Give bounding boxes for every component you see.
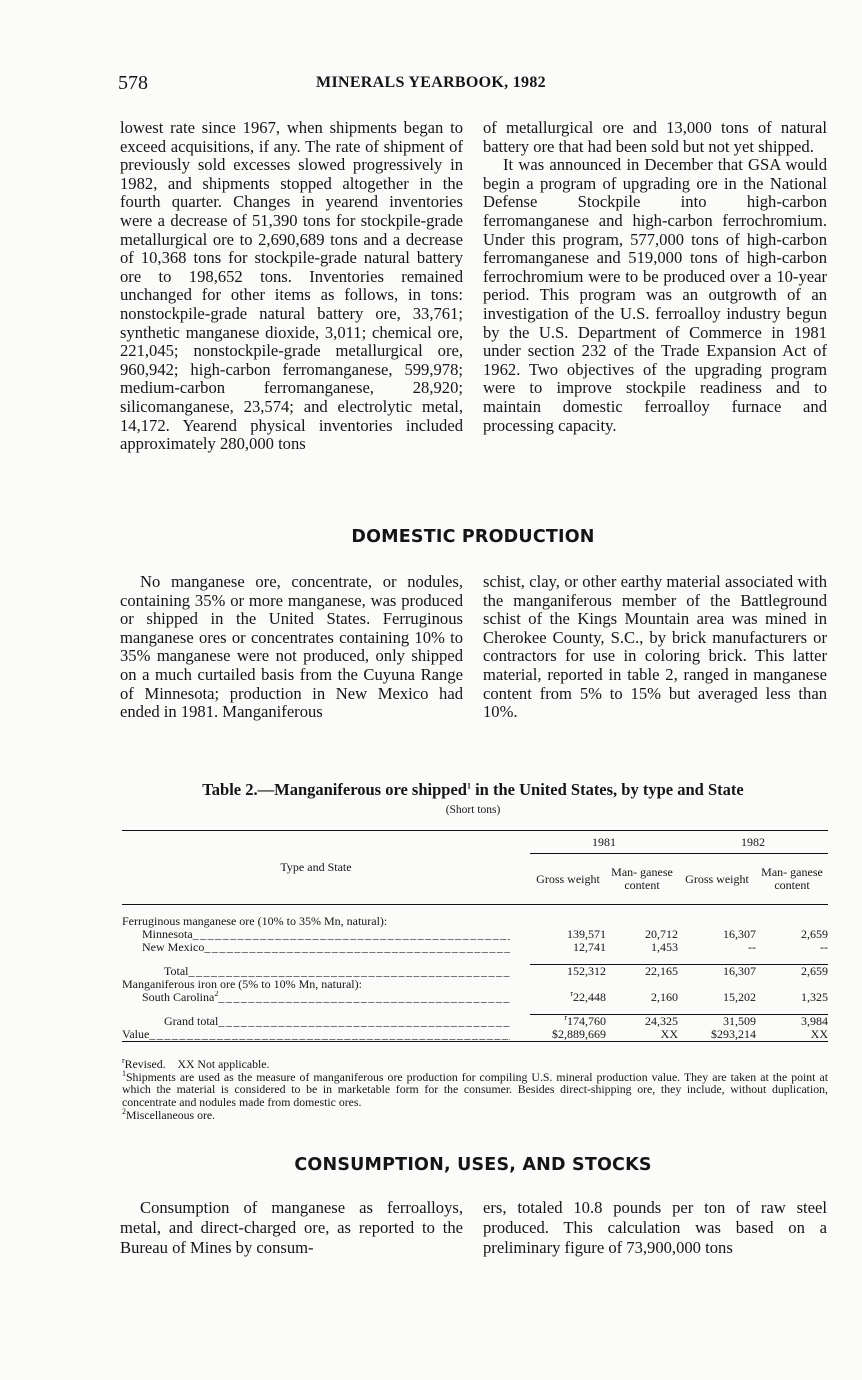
table-subtitle: (Short tons) bbox=[445, 804, 501, 816]
paragraph: No manganese ore, concentrate, or nodules, containing 35% or more manganese, was produced or shipped in the United States. Ferruginous manganese ores or concentrates containing 10% to 35% manganese were not produced, only shipped on a much curtailed basis from the Cuyuna Range of Minnesota; production in New Mexico had ended in 1981. Manganiferous bbox=[120, 572, 463, 722]
cell: 2,659 bbox=[801, 927, 828, 941]
manganese-content-header: Man- ganese content bbox=[606, 854, 678, 905]
cell: 31,509 bbox=[678, 1015, 756, 1029]
paragraph: It was announced in December that GSA would begin a program of upgrading ore in the National Defense Stockpile into high-carbon ferromanganese and high-carbon ferrochromium. Under this program, 577,000 tons of high-carbon ferromanganese and 519,000 tons of high-carbon ferrochromium were to be produced over a 10-year period. This program was an outgrowth of an investigation of the U.S. ferroalloy industry begun by the U.S. Department of Commerce in 1981 under section 232 of the Trade Expansion Act of 1962. Two objectives of the upgrading program were to improve stockpile readiness and to maintain domestic ferroalloy furnace and processing capacity. bbox=[483, 155, 827, 435]
table-row bbox=[122, 928, 828, 941]
cell: 1,453 bbox=[651, 940, 678, 954]
page-number: 578 bbox=[118, 72, 148, 94]
cell: 3,984 bbox=[756, 1015, 828, 1029]
row-label: New Mexico _____ bbox=[122, 941, 510, 954]
cell: 2,160 bbox=[651, 990, 678, 1004]
gross-weight-header: Gross weight bbox=[530, 854, 606, 905]
domestic-right-column bbox=[483, 573, 827, 722]
cell: -- bbox=[748, 940, 756, 954]
cell: $293,214 bbox=[678, 1028, 756, 1042]
top-right-column bbox=[483, 119, 827, 435]
domestic-production-heading: DOMESTIC PRODUCTION bbox=[351, 527, 595, 547]
row-label: Value _____ bbox=[122, 1028, 510, 1042]
footnote: $^2$Miscellaneous ore. bbox=[122, 1106, 216, 1122]
group-label: Manganiferous iron ore (5% to 10% Mn, natural): bbox=[122, 977, 362, 991]
cell: XX bbox=[756, 1028, 828, 1042]
paragraph: ers, totaled 10.8 pounds per ton of raw steel produced. This calculation was based on a preliminary figure of 73,900,000 tons bbox=[483, 1198, 827, 1257]
paragraph: schist, clay, or other earthy material associated with the manganiferous member of the Battleground schist of the Kings Mountain area was mined in Cherokee County, S.C., by brick manufacturers or contractors for use in coloring brick. This latter material, reported in table 2, ranged in manganese content from 5% to 15% but averaged less than 10%. bbox=[483, 572, 827, 722]
row-label: Minnesota _____ bbox=[122, 928, 510, 941]
footnote: $^r$Revised. XX Not applicable. bbox=[122, 1056, 270, 1071]
table-title: Table 2.—Manganiferous ore shipped$^1$ in the United States, by type and State bbox=[202, 780, 744, 799]
gross-weight-header: Gross weight bbox=[678, 854, 756, 905]
paragraph: of metallurgical ore and 13,000 tons of natural battery ore that had been sold but not yet shipped. bbox=[483, 118, 827, 156]
table-row bbox=[122, 1028, 828, 1042]
cell: 24,325 bbox=[606, 1015, 678, 1029]
consumption-left-column bbox=[120, 1198, 463, 1258]
group-label: Ferruginous manganese ore (10% to 35% Mn, natural): bbox=[122, 914, 388, 928]
running-head: MINERALS YEARBOOK, 1982 bbox=[316, 74, 546, 91]
table-row bbox=[122, 965, 828, 979]
cell: $^r$174,760 bbox=[530, 1015, 606, 1029]
cell: 22,165 bbox=[606, 965, 678, 979]
cell: 12,741 bbox=[573, 940, 606, 954]
cell: 20,712 bbox=[645, 927, 678, 941]
row-label: Total _____ bbox=[122, 965, 510, 979]
manganese-content-header: Man- ganese content bbox=[756, 854, 828, 905]
cell: 1,325 bbox=[801, 990, 828, 1004]
cell: 16,307 bbox=[678, 965, 756, 979]
table-footnotes bbox=[122, 1058, 828, 1122]
footnote: $^1$Shipments are used as the measure of manganiferous ore production for compiling U.S. mineral production value. They are taken at the point at which the material is considered to be in marketable form for the consumer. Besides direct-shipping ore, they include, without duplication, concentrate and nodules made from domestic ores. bbox=[122, 1068, 828, 1110]
cell: XX bbox=[606, 1028, 678, 1042]
cell: 16,307 bbox=[723, 927, 756, 941]
cell: 15,202 bbox=[723, 990, 756, 1004]
consumption-right-column bbox=[483, 1198, 827, 1258]
type-and-state-header: Type and State bbox=[122, 831, 510, 905]
page-header bbox=[0, 72, 862, 102]
paragraph: lowest rate since 1967, when shipments began to exceed acquisitions, if any. The rate of shipment of previously sold excesses slowed progressively in 1982, and shipments stopped altogether in the fourth quarter. Changes in yearend inventories were a decrease of 51,390 tons for stockpile-grade metallurgical ore to 2,690,689 tons and a decrease of 10,368 tons for stockpile-grade natural battery ore to 198,652 tons. Inventories remained unchanged for other items as follows, in tons: nonstockpile-grade natural battery ore, 33,761; synthetic manganese dioxide, 3,011; chemical ore, 221,045; nonstockpile-grade metallurgical ore, 960,942; high-carbon ferromanganese, 599,978; medium-carbon ferromanganese, 28,920; silicomanganese, 23,574; and electrolytic metal, 14,172. Yearend physical inventories included approximately 280,000 tons bbox=[120, 118, 463, 454]
cell: $^r$22,448 bbox=[570, 989, 606, 1004]
cell: 152,312 bbox=[530, 965, 606, 979]
table-row bbox=[122, 991, 828, 1004]
table-row bbox=[122, 941, 828, 954]
data-table bbox=[122, 830, 828, 1042]
row-label: South Carolina$^2$ _____ bbox=[122, 991, 510, 1004]
cell: 2,659 bbox=[756, 965, 828, 979]
top-left-column bbox=[120, 119, 463, 454]
cell: $2,889,669 bbox=[530, 1028, 606, 1042]
consumption-heading: CONSUMPTION, USES, AND STOCKS bbox=[294, 1155, 652, 1175]
cell: -- bbox=[820, 940, 828, 954]
year-1982: 1982 bbox=[678, 831, 828, 854]
paragraph: Consumption of manganese as ferroalloys, metal, and direct-charged ore, as reported to the Bureau of Mines by consum- bbox=[120, 1198, 463, 1257]
cell: 139,571 bbox=[567, 927, 606, 941]
row-label: Grand total _____ bbox=[122, 1015, 510, 1029]
domestic-left-column bbox=[120, 573, 463, 722]
table-row bbox=[122, 1015, 828, 1029]
year-1981: 1981 bbox=[530, 831, 678, 854]
